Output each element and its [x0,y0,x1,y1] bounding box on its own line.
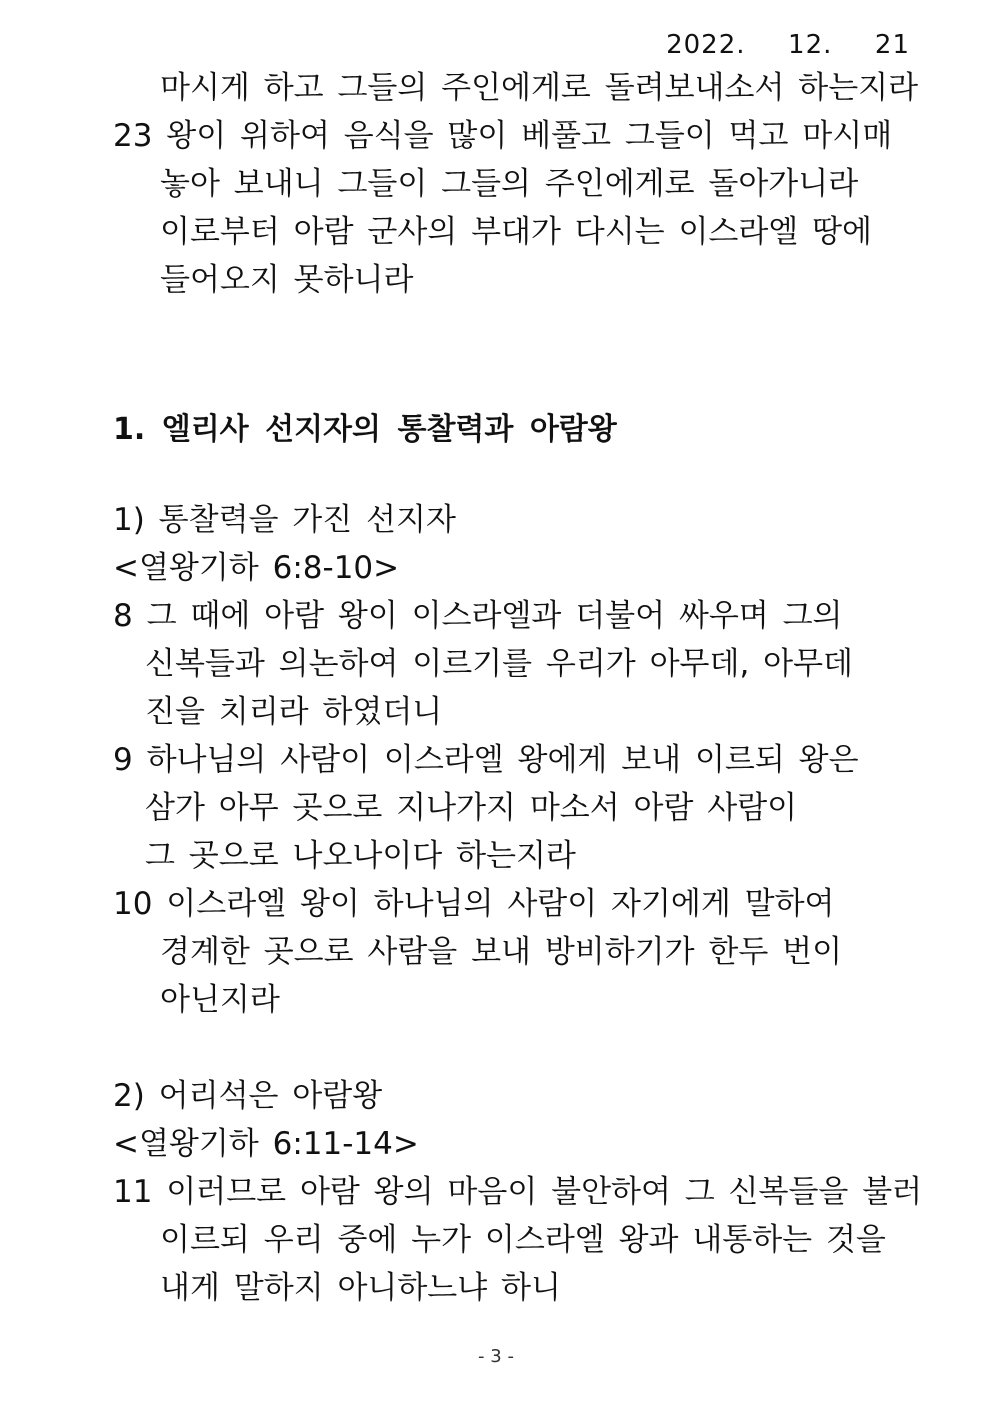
subsection-title: 2) 어리석은 아람왕 [113,1078,383,1114]
verse-line: 놓아 보내니 그들이 그들의 주인에게로 돌아가니라 [160,166,859,202]
verse-line: 10 이스라엘 왕이 하나님의 사람이 자기에게 말하여 [113,886,835,922]
verse-line: 아닌지라 [160,982,280,1018]
verse-line: 경계한 곳으로 사람을 보내 방비하기가 한두 번이 [160,934,843,970]
verse-line: 들어오지 못하니라 [160,262,414,298]
verse-line: 그 곳으로 나오나이다 하는지라 [145,838,576,874]
verse-line: 내게 말하지 아니하느냐 하니 [160,1270,561,1306]
verse-line: 8 그 때에 아람 왕이 이스라엘과 더불어 싸우며 그의 [113,598,843,634]
page-number: - 3 - [478,1346,514,1367]
verse-line: 이르되 우리 중에 누가 이스라엘 왕과 내통하는 것을 [160,1222,886,1258]
verse-line: 삼가 아무 곳으로 지나가지 마소서 아람 사람이 [145,790,798,826]
verse-line: 9 하나님의 사람이 이스라엘 왕에게 보내 이르되 왕은 [113,742,859,778]
verse-line: 이로부터 아람 군사의 부대가 다시는 이스라엘 땅에 [160,214,872,250]
verse-line: 11 이러므로 아람 왕의 마음이 불안하여 그 신복들을 불러 [113,1174,923,1210]
scripture-reference: <열왕기하 6:8-10> [113,550,400,586]
scripture-reference: <열왕기하 6:11-14> [113,1126,419,1162]
document-date: 2022. 12. 21 [666,30,910,60]
subsection-title: 1) 통찰력을 가진 선지자 [113,502,456,538]
verse-line: 마시게 하고 그들의 주인에게로 돌려보내소서 하는지라 [160,70,919,106]
verse-line: 신복들과 의논하여 이르기를 우리가 아무데, 아무데 [145,646,853,682]
section-heading: 1. 엘리사 선지자의 통찰력과 아람왕 [113,412,617,447]
verse-line: 23 왕이 위하여 음식을 많이 베풀고 그들이 먹고 마시매 [113,118,893,154]
verse-line: 진을 치리라 하였더니 [145,694,443,730]
